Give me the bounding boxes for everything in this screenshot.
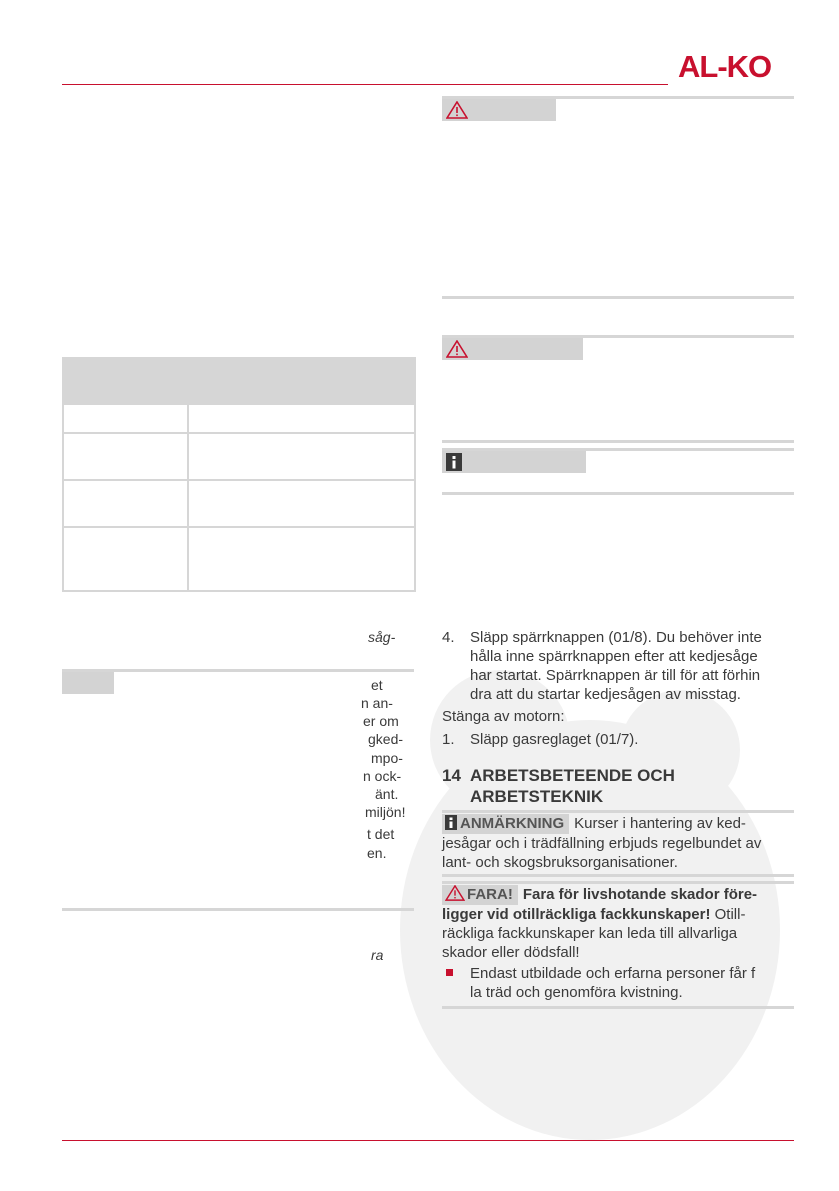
step-text-line: har startat. Spärrknappen är till för att förhin — [470, 667, 761, 684]
warning-triangle-icon — [445, 885, 465, 901]
section-number: 14 — [442, 766, 461, 785]
divider — [442, 296, 794, 299]
info-icon — [445, 815, 457, 830]
divider — [442, 1006, 794, 1009]
divider — [442, 874, 794, 877]
step-number: 4. — [442, 629, 455, 646]
danger-label-text: FARA! — [467, 886, 513, 903]
divider — [442, 440, 794, 443]
divider — [442, 881, 794, 884]
warning-triangle-icon — [446, 340, 468, 358]
text-fragment: n ock- — [363, 768, 402, 784]
danger-text-line: räckliga fackkunskaper kan leda till allvarliga — [442, 925, 738, 942]
bullet-text-line: la träd och genomföra kvistning. — [470, 984, 683, 1001]
text-fragment: såg- — [368, 629, 396, 645]
table-header-cell — [188, 358, 415, 404]
text-fragment: mpo- — [371, 750, 403, 766]
section-heading — [442, 765, 675, 807]
bullet-marker — [446, 969, 453, 976]
stop-motor-heading: Stänga av motorn: — [442, 708, 565, 725]
danger-label — [442, 885, 518, 905]
text-fragment: miljön! — [365, 804, 406, 820]
alko-logo — [678, 50, 796, 82]
section-title-line: ARBETSTEKNIK — [470, 787, 604, 806]
text-fragment: änt. — [375, 786, 399, 802]
step-text-line: Släpp gasreglaget (01/7). — [470, 731, 639, 748]
divider — [442, 810, 794, 813]
table-cell — [188, 404, 415, 433]
table-cell — [63, 433, 188, 480]
step-text-line: hålla inne spärrknappen efter att kedjesåge — [470, 648, 758, 665]
info-icon — [446, 453, 462, 471]
text-fragment: ra — [371, 947, 384, 963]
data-table — [62, 357, 416, 592]
warning-triangle-icon — [446, 101, 468, 119]
danger-text-line: skador eller dödsfall! — [442, 944, 580, 961]
note-header — [442, 451, 586, 473]
note-text-line: jesågar och i trädfällning erbjuds regelbundet av — [442, 835, 762, 852]
table-cell — [63, 404, 188, 433]
text-fragment: t det — [367, 826, 395, 842]
step-text-line: Släpp spärrknappen (01/8). Du behöver inte — [470, 629, 762, 646]
divider — [62, 669, 414, 672]
divider — [62, 908, 414, 911]
note-label-text: ANMÄRKNING — [460, 815, 565, 832]
step-text-line: dra att du startar kedjesågen av misstag. — [470, 686, 741, 703]
table-header-cell — [63, 358, 188, 404]
danger-text: Otill- — [710, 906, 746, 923]
table-row — [63, 404, 415, 433]
table-row — [63, 527, 415, 591]
text-fragment: n an- — [361, 695, 393, 711]
note-text-line: Kurser i hantering av ked- — [574, 815, 746, 832]
text-fragment: en. — [367, 845, 387, 861]
table-cell — [63, 527, 188, 591]
table-row — [63, 480, 415, 527]
table-cell — [188, 527, 415, 591]
note-text-line: lant- och skogsbruksorganisationer. — [442, 854, 678, 871]
danger-title: ligger vid otillräckliga fackkunskaper! — [442, 906, 711, 923]
text-fragment: gked- — [368, 731, 404, 747]
warning-header — [442, 338, 583, 360]
table-header-row — [63, 358, 415, 404]
svg-text:AL-KO: AL-KO — [678, 50, 772, 82]
text-fragment: et — [371, 677, 383, 693]
note-block — [442, 814, 794, 872]
text-fragment: er om — [363, 713, 399, 729]
divider — [442, 492, 794, 495]
danger-title: Fara för livshotande skador före- — [522, 886, 758, 903]
header-rule — [62, 84, 668, 85]
table-cell — [188, 433, 415, 480]
bullet-text-line: Endast utbildade och erfarna personer får f — [470, 965, 756, 982]
note-label — [442, 814, 569, 834]
table-cell — [188, 480, 415, 527]
table-row — [63, 433, 415, 480]
step-number: 1. — [442, 731, 455, 748]
footer-rule — [62, 1140, 794, 1141]
danger-block — [442, 885, 794, 962]
left-label-header — [62, 672, 114, 694]
table-cell — [63, 480, 188, 527]
section-title-line: ARBETSBETEENDE OCH — [470, 766, 675, 785]
warning-header — [442, 99, 556, 121]
